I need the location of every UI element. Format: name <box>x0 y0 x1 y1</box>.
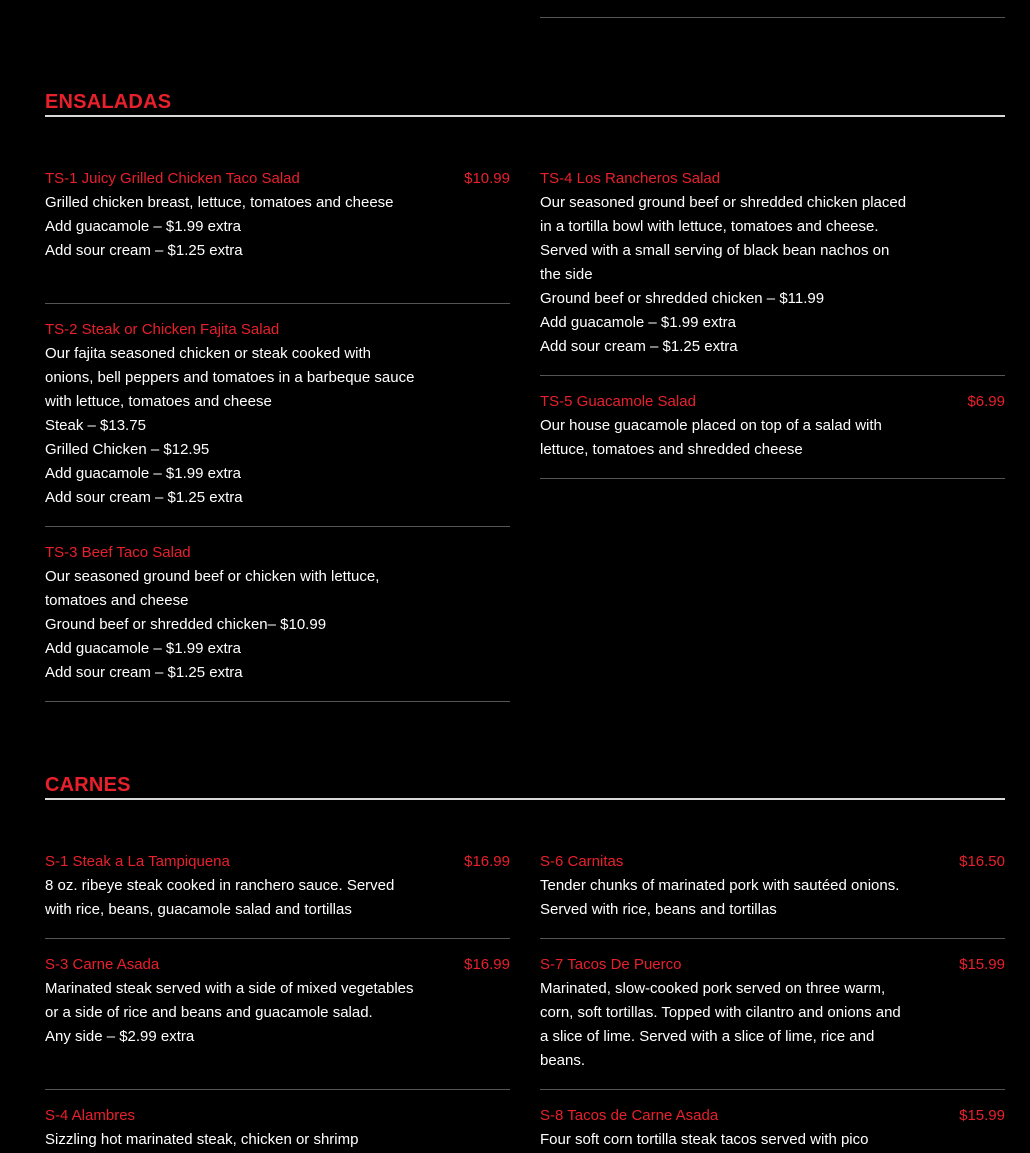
item-divider <box>45 701 510 702</box>
item-name: TS-3 Beef Taco Salad <box>45 544 191 561</box>
item-extra: Ground beef or shredded chicken– $10.99 <box>45 616 327 633</box>
item-extra: Add guacamole – $1.99 extra <box>45 218 241 235</box>
menu-item-s4 <box>45 1104 510 1152</box>
item-description: Grilled chicken breast, lettuce, tomatoes and cheese <box>45 194 394 211</box>
item-extra: Ground beef or shredded chicken – $11.99 <box>540 290 825 307</box>
menu-item-ts5 <box>540 390 1005 462</box>
menu-item-ts3 <box>45 541 510 685</box>
item-name: S-1 Steak a La Tampiquena <box>45 853 230 870</box>
item-extra: Grilled Chicken – $12.95 <box>45 441 210 458</box>
item-divider <box>540 17 1005 18</box>
item-description: Marinated steak served with a side of mixed vegetables or a side of rice and beans and guacamole salad. <box>45 980 414 1021</box>
item-extra: Add guacamole – $1.99 extra <box>45 465 241 482</box>
item-description: Sizzling hot marinated steak, chicken or shrimp <box>45 1131 359 1148</box>
item-description: Our seasoned ground beef or shredded chicken placed in a tortilla bowl with lettuce, tomatoes and cheese. Served with a small serving of black bean nachos on the side <box>540 194 907 283</box>
item-description: 8 oz. ribeye steak cooked in ranchero sauce. Served with rice, beans, guacamole salad and tortillas <box>45 877 395 918</box>
section-header-ensaladas <box>45 90 1005 117</box>
menu-item-s7 <box>540 953 1005 1073</box>
menu-item-ts1 <box>45 167 510 263</box>
menu-item-s8 <box>540 1104 1005 1152</box>
section-divider <box>45 798 1005 800</box>
item-description: Tender chunks of marinated pork with sautéed onions. Served with rice, beans and tortillas <box>540 877 900 918</box>
item-description: Our seasoned ground beef or chicken with lettuce, tomatoes and cheese <box>45 568 380 609</box>
item-name: TS-4 Los Rancheros Salad <box>540 170 721 187</box>
item-name: TS-5 Guacamole Salad <box>540 393 696 410</box>
item-extra: Any side – $2.99 extra <box>45 1028 195 1045</box>
item-price: $6.99 <box>967 393 1005 410</box>
section-title: CARNES <box>45 774 131 796</box>
item-price: $16.99 <box>464 956 510 973</box>
item-price: $16.99 <box>464 853 510 870</box>
item-divider <box>45 1089 510 1090</box>
item-price: $10.99 <box>464 170 510 187</box>
item-name: TS-1 Juicy Grilled Chicken Taco Salad <box>45 170 300 187</box>
menu-item-ts2 <box>45 318 510 510</box>
item-price: $15.99 <box>959 1107 1005 1124</box>
item-divider <box>540 1089 1005 1090</box>
item-divider <box>540 375 1005 376</box>
menu-item-s1 <box>45 850 510 922</box>
item-extra: Add guacamole – $1.99 extra <box>540 314 736 331</box>
item-name: S-6 Carnitas <box>540 853 624 870</box>
item-extra: Add sour cream – $1.25 extra <box>540 338 738 355</box>
item-price: $16.50 <box>959 853 1005 870</box>
section-title: ENSALADAS <box>45 91 172 113</box>
item-divider <box>540 938 1005 939</box>
item-name: S-4 Alambres <box>45 1107 136 1124</box>
item-extra: Steak – $13.75 <box>45 417 146 434</box>
item-name: TS-2 Steak or Chicken Fajita Salad <box>45 321 280 338</box>
item-extra: Add sour cream – $1.25 extra <box>45 489 243 506</box>
item-description: Marinated, slow-cooked pork served on three warm, corn, soft tortillas. Topped with cilantro and onions and a slice of lime. Served with a slice of lime, rice and beans. <box>540 980 901 1069</box>
section-header-carnes <box>45 773 1005 800</box>
menu-item-ts4 <box>540 167 1005 359</box>
menu-item-s3 <box>45 953 510 1049</box>
item-divider <box>45 938 510 939</box>
item-description: Four soft corn tortilla steak tacos served with pico <box>540 1131 869 1148</box>
item-extra: Add sour cream – $1.25 extra <box>45 242 243 259</box>
item-extra: Add sour cream – $1.25 extra <box>45 664 243 681</box>
item-name: S-7 Tacos De Puerco <box>540 956 682 973</box>
item-name: S-8 Tacos de Carne Asada <box>540 1107 719 1124</box>
item-price: $15.99 <box>959 956 1005 973</box>
item-divider <box>540 478 1005 479</box>
section-divider <box>45 115 1005 117</box>
item-description: Our house guacamole placed on top of a salad with lettuce, tomatoes and shredded cheese <box>540 417 882 458</box>
menu-item-s6 <box>540 850 1005 922</box>
item-description: Our fajita seasoned chicken or steak cooked with onions, bell peppers and tomatoes in a barbeque sauce with lettuce, tomatoes and cheese <box>45 345 415 410</box>
item-name: S-3 Carne Asada <box>45 956 160 973</box>
item-extra: Add guacamole – $1.99 extra <box>45 640 241 657</box>
item-divider <box>45 303 510 304</box>
item-divider <box>45 526 510 527</box>
